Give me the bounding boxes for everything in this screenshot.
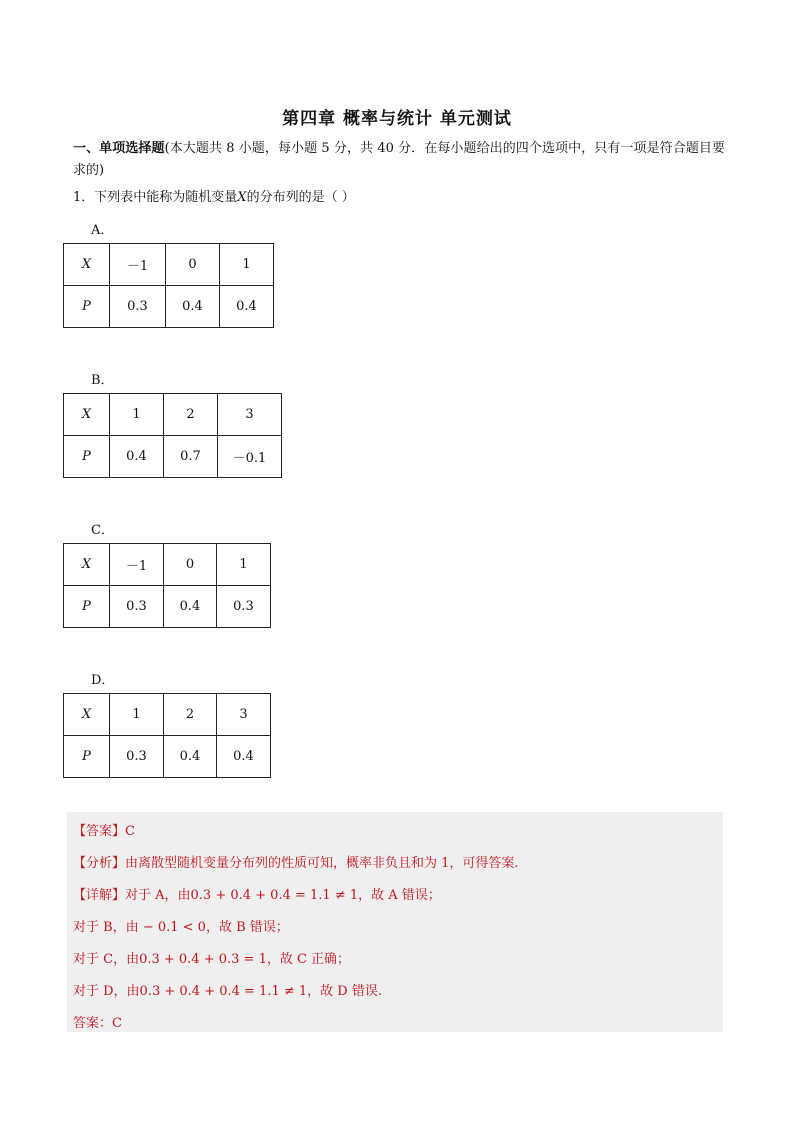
table-cell: X: [64, 394, 110, 436]
table-cell: 2: [164, 694, 217, 736]
table-cell: 2: [164, 394, 218, 436]
table-cell: 0.7: [164, 436, 218, 478]
table-cell: 1: [110, 694, 164, 736]
section-heading: 一、单项选择题: [73, 141, 165, 156]
option-b-table: [63, 393, 282, 478]
detail-line: 对于 D，由0.3 + 0.4 + 0.4 = 1.1 ≠ 1，故 D 错误.: [73, 984, 382, 999]
table-cell: P: [64, 286, 110, 328]
option-d-table: [63, 693, 271, 778]
table-cell: P: [64, 586, 110, 628]
question-text-before: 下列表中能称为随机变量: [94, 190, 238, 205]
option-a-label[interactable]: A．: [91, 223, 114, 238]
table-cell: －1: [110, 244, 166, 286]
table-row: [64, 544, 271, 586]
table-cell: X: [64, 544, 110, 586]
table-row: [64, 244, 274, 286]
table-row: [64, 394, 282, 436]
option-c-label[interactable]: C．: [91, 523, 114, 538]
table-cell: 0.3: [110, 286, 166, 328]
table-cell: 1: [220, 244, 274, 286]
question-variable: X: [237, 190, 247, 205]
table-cell: 0.3: [110, 736, 164, 778]
table-cell: 0.4: [110, 436, 164, 478]
table-cell: 0.4: [166, 286, 220, 328]
option-c-table: [63, 543, 271, 628]
detail-line: 【详解】对于 A，由0.3 + 0.4 + 0.4 = 1.1 ≠ 1，故 A 错误；: [73, 888, 441, 903]
table-cell: 0.3: [110, 586, 164, 628]
detail-line: 对于 C，由0.3 + 0.4 + 0.3 = 1，故 C 正确；: [73, 952, 351, 967]
final-answer-line: 答案：C: [73, 1016, 122, 1031]
question-number: 1．: [73, 190, 95, 205]
option-a-table: [63, 243, 274, 328]
table-row: [64, 286, 274, 328]
table-cell: P: [64, 736, 110, 778]
section-note: (本大题共 8 小题，每小题 5 分，共 40 分．在每小题给出的四个选项中，只有一项是符合题目要求的): [73, 141, 725, 178]
table-row: [64, 736, 271, 778]
table-cell: 3: [218, 394, 282, 436]
table-row: [64, 694, 271, 736]
answer-box: [67, 812, 723, 1032]
table-cell: X: [64, 244, 110, 286]
table-cell: 0.4: [217, 736, 271, 778]
table-cell: －0.1: [218, 436, 282, 478]
table-row: [64, 436, 282, 478]
table-cell: 0: [166, 244, 220, 286]
table-cell: P: [64, 436, 110, 478]
table-cell: 0.4: [164, 586, 217, 628]
table-row: [64, 586, 271, 628]
table-cell: X: [64, 694, 110, 736]
answer-line: 【答案】C: [73, 824, 135, 839]
table-cell: 1: [110, 394, 164, 436]
option-b-label[interactable]: B．: [91, 373, 114, 388]
option-d-label[interactable]: D．: [91, 673, 115, 688]
question-text-after: 的分布列的是（ ）: [246, 190, 355, 205]
table-cell: 3: [217, 694, 271, 736]
table-cell: 0.4: [220, 286, 274, 328]
table-cell: 0.4: [164, 736, 217, 778]
detail-line: 对于 B，由 − 0.1 < 0，故 B 错误；: [73, 920, 289, 935]
analysis-line: 【分析】由离散型随机变量分布列的性质可知，概率非负且和为 1，可得答案.: [73, 856, 519, 871]
section-instructions: [73, 138, 725, 182]
table-cell: 0: [164, 544, 217, 586]
question-1: [73, 186, 355, 205]
table-cell: 1: [217, 544, 271, 586]
table-cell: －1: [110, 544, 164, 586]
table-cell: 0.3: [217, 586, 271, 628]
page-title: 第四章 概率与统计 单元测试: [282, 109, 512, 129]
